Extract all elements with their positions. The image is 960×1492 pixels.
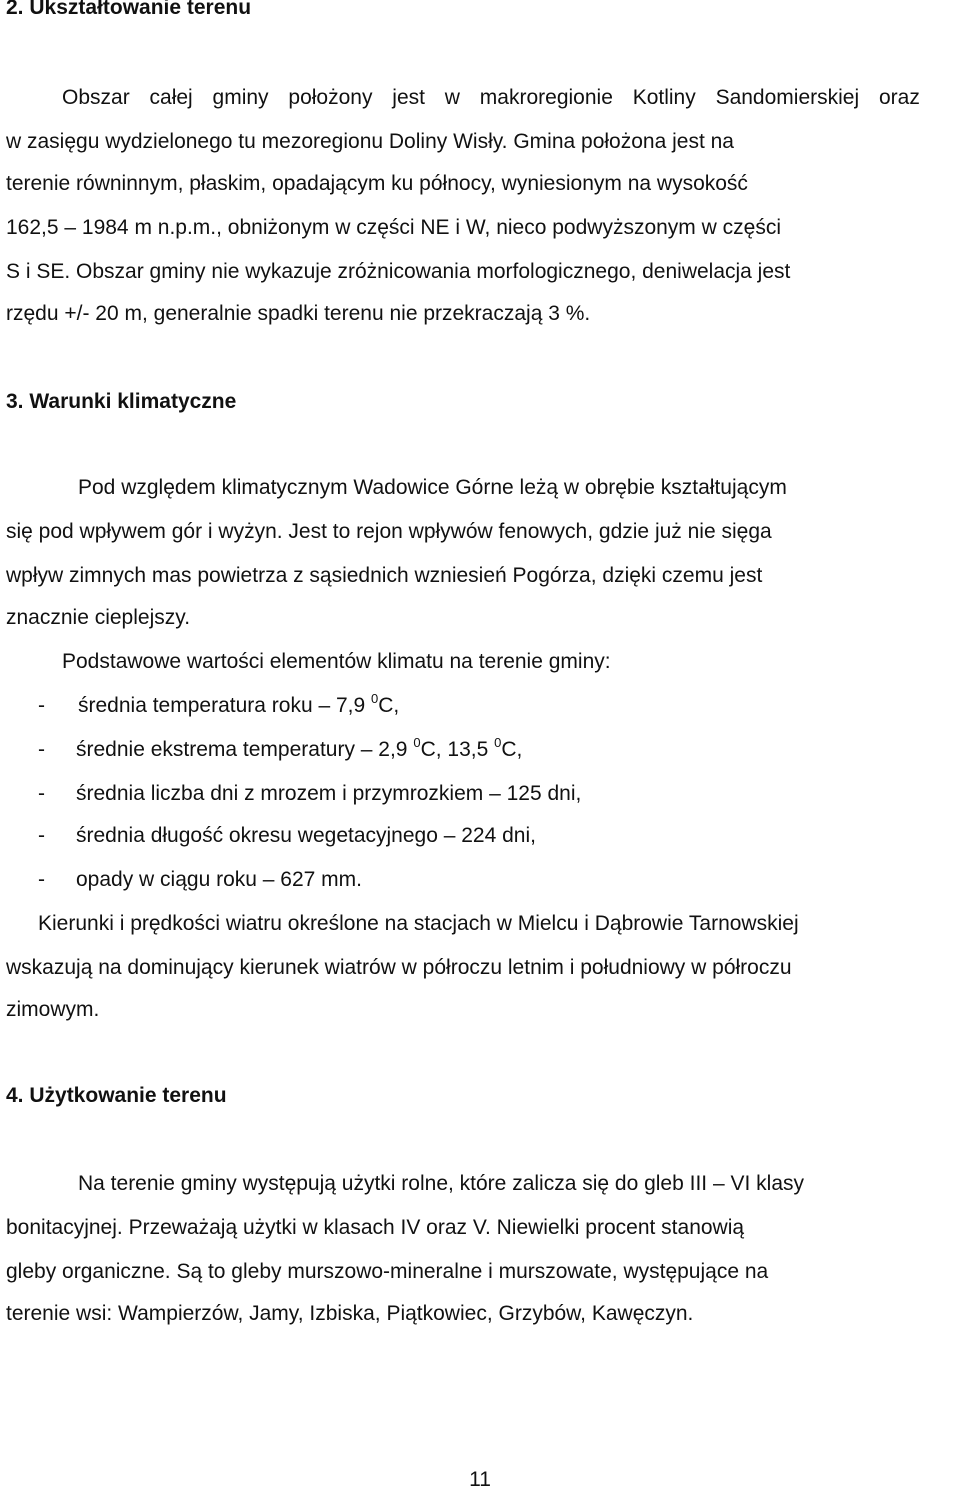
list-item-text: średnie ekstrema temperatury – 2,9 <box>76 738 414 761</box>
degree-sup: 0 <box>494 735 502 750</box>
section-2-line <box>62 86 954 110</box>
list-item-unit: C, <box>378 694 400 717</box>
wind-line: Kierunki i prędkości wiatru określone na stacjach w Mielcu i Dąbrowie Tarnowskiej <box>38 912 799 935</box>
list-item <box>0 868 960 898</box>
list-item <box>0 735 960 768</box>
section-2-line: 162,5 – 1984 m n.p.m., obniżonym w części NE i W, nieco podwyższonym w części <box>6 216 781 239</box>
section-3-heading: 3. Warunki klimatyczne <box>6 390 237 413</box>
list-dash: - <box>38 694 45 717</box>
list-item-unit: C, <box>501 738 523 761</box>
list-item-text: średnia liczba dni z mrozem i przymrozkiem – 125 dni, <box>76 782 582 805</box>
list-item-text: średnia długość okresu wegetacyjnego – 224 dni, <box>76 824 536 847</box>
section-3-line: wpływ zimnych mas powietrza z sąsiednich wzniesień Pogórza, dzięki czemu jest <box>6 564 763 587</box>
degree-sup: 0 <box>413 735 421 750</box>
list-item-text: średnia temperatura roku – 7,9 <box>78 694 371 717</box>
section-4-line: Na terenie gminy występują użytki rolne, które zalicza się do gleb III – VI klasy <box>78 1172 804 1195</box>
section-3-line: Pod względem klimatycznym Wadowice Górne leżą w obrębie kształtującym <box>78 476 787 499</box>
section-2-line: rzędu +/- 20 m, generalnie spadki terenu nie przekraczają 3 %. <box>6 302 591 325</box>
text-line: Obszar całej gminy położony jest w makroregionie Kotliny Sandomierskiej oraz <box>62 86 920 109</box>
wind-line: zimowym. <box>6 998 100 1021</box>
section-4-line: terenie wsi: Wampierzów, Jamy, Izbiska, Piątkowiec, Grzybów, Kawęczyn. <box>6 1302 694 1325</box>
section-2-heading: 2. Ukształtowanie terenu <box>6 0 252 19</box>
list-item <box>0 691 960 724</box>
section-3-line: się pod wpływem gór i wyżyn. Jest to rejon wpływów fenowych, gdzie już nie sięga <box>6 520 772 543</box>
list-item-text: opady w ciągu roku – 627 mm. <box>76 868 362 891</box>
list-item <box>0 782 960 812</box>
list-item <box>0 824 960 854</box>
section-4-line: gleby organiczne. Są to gleby murszowo-mineralne i murszowate, występujące na <box>6 1260 769 1283</box>
list-dash: - <box>38 824 45 847</box>
list-dash: - <box>38 868 45 891</box>
wind-line: wskazują na dominujący kierunek wiatrów w półroczu letnim i południowy w półroczu <box>6 956 792 979</box>
section-2-line: terenie równinnym, płaskim, opadającym ku północy, wyniesionym na wysokość <box>6 172 748 195</box>
section-3-line: znacznie cieplejszy. <box>6 606 191 629</box>
list-dash: - <box>38 782 45 805</box>
list-item-text: C, 13,5 <box>420 738 495 761</box>
page-number: 11 <box>469 1468 491 1491</box>
section-2-line: S i SE. Obszar gminy nie wykazuje zróżnicowania morfologicznego, deniwelacja jest <box>6 260 791 283</box>
section-2-line: w zasięgu wydzielonego tu mezoregionu Doliny Wisły. Gmina położona jest na <box>6 130 734 153</box>
section-4-heading: 4. Użytkowanie terenu <box>6 1084 227 1107</box>
degree-sup: 0 <box>371 691 379 706</box>
section-4-line: bonitacyjnej. Przeważają użytki w klasach IV oraz V. Niewielki procent stanowią <box>6 1216 745 1239</box>
list-dash: - <box>38 738 45 761</box>
climate-list-intro: Podstawowe wartości elementów klimatu na terenie gminy: <box>62 650 611 673</box>
